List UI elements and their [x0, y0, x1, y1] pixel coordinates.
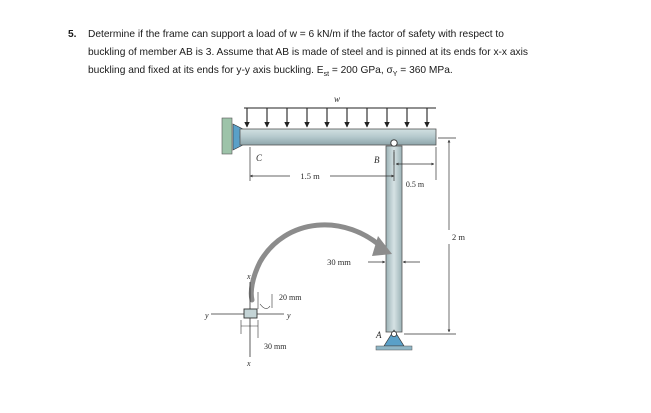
section-dim-20: 20 mm — [279, 293, 302, 302]
problem-number: 5. — [68, 29, 77, 40]
dim-label-member-width: 30 mm — [327, 257, 351, 267]
label-b: B — [374, 155, 380, 165]
section-dim-30: 30 mm — [264, 342, 287, 351]
dim-label-cb: 1.5 m — [300, 171, 320, 181]
distributed-load-arrows — [244, 108, 436, 127]
subscript-y: Y — [392, 71, 398, 79]
problem-line-3c: = 360 MPa. — [397, 65, 453, 76]
dimension-cb — [250, 147, 394, 181]
section-axis-x-top: x — [247, 272, 251, 281]
dim-label-b-offset: 0.5 m — [405, 180, 425, 189]
subscript-st: st — [323, 71, 330, 79]
dim-label-height: 2 m — [452, 232, 465, 242]
problem-line-1: Determine if the frame can support a load of w = 6 kN/m if the factor of safety with respect to — [88, 29, 504, 40]
beam-cb — [240, 129, 436, 145]
load-label-w: w — [333, 94, 341, 104]
section-axis-y-left: y — [205, 311, 209, 320]
section-axis-x-bottom: x — [247, 359, 251, 368]
pin-b — [391, 140, 397, 146]
problem-line-3a: buckling and fixed at its ends for y-y axis buckling. E — [88, 65, 324, 76]
section-callout-arrow — [251, 225, 392, 300]
dimension-height — [404, 138, 456, 334]
problem-line-2: buckling of member AB is 3. Assume that AB is made of steel and is pinned at its ends for x-x axis — [88, 47, 528, 58]
label-a: A — [376, 330, 382, 340]
problem-line-3b: = 200 GPa, σ — [329, 65, 393, 76]
section-axis-y-right: y — [287, 311, 291, 320]
label-c: C — [256, 153, 263, 163]
